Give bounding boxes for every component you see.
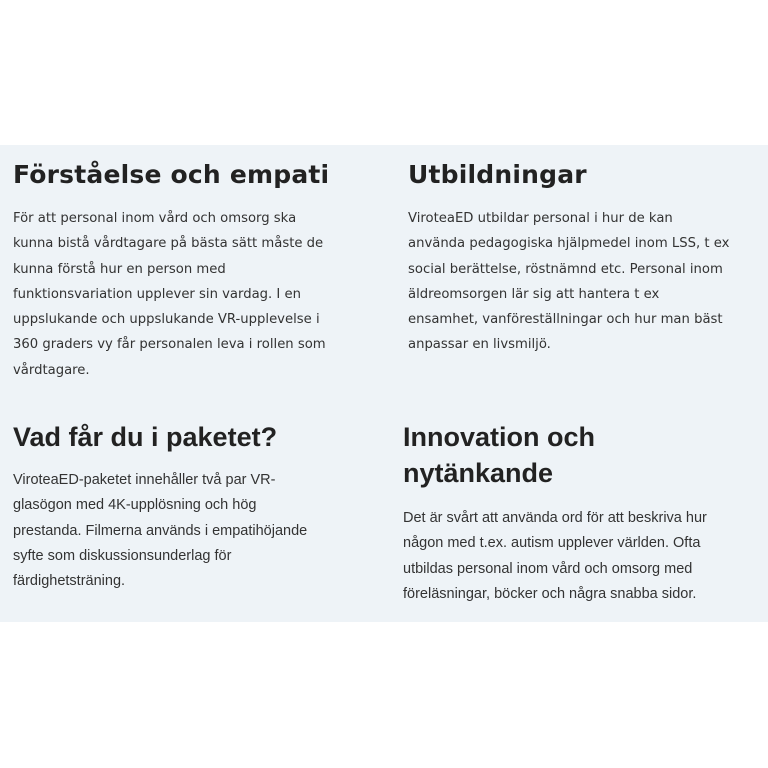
text-line: ensamhet, vanföreställningar och hur man bäst bbox=[408, 312, 723, 328]
section-text bbox=[13, 468, 307, 594]
section-title bbox=[403, 419, 707, 491]
text-line: föreläsningar, böcker och några snabba sidor. bbox=[403, 585, 697, 602]
section-forstaelse bbox=[13, 157, 329, 383]
text-line: syfte som diskussionsunderlag för bbox=[13, 547, 232, 564]
text-line: glasögon med 4K-upplösning och hög bbox=[13, 497, 257, 514]
text-line: använda pedagogiska hjälpmedel inom LSS, t ex bbox=[408, 236, 730, 252]
text-line: någon med t.ex. autism upplever världen. Ofta bbox=[403, 535, 701, 552]
text-line: funktionsvariation upplever sin vardag. I en bbox=[13, 286, 301, 302]
text-line: anpassar en livsmiljö. bbox=[408, 337, 551, 353]
text-line: kunna förstå hur en person med bbox=[13, 261, 226, 277]
text-line: uppslukande och uppslukande VR-upplevelse i bbox=[13, 312, 320, 328]
section-title: Förståelse och empati bbox=[13, 160, 330, 189]
text-line: Det är svårt att använda ord för att beskriva hur bbox=[403, 510, 707, 526]
section-text bbox=[408, 206, 729, 358]
section-title: Utbildningar bbox=[408, 160, 587, 189]
text-line: ViroteaED utbildar personal i hur de kan bbox=[408, 211, 673, 226]
text-line: äldreomsorgen lär sig att hantera t ex bbox=[408, 286, 660, 302]
section-title: Vad får du i paketet? bbox=[13, 422, 278, 452]
text-line: ViroteaED-paketet innehåller två par VR- bbox=[13, 472, 276, 488]
text-line: För att personal inom vård och omsorg ska bbox=[13, 211, 297, 226]
text-line: social berättelse, röstnämnd etc. Personal inom bbox=[408, 261, 723, 277]
text-line: vårdtagare. bbox=[13, 362, 90, 378]
text-line: prestanda. Filmerna används i empatihöjande bbox=[13, 522, 308, 539]
text-line: utbildas personal inom vård och omsorg med bbox=[403, 560, 693, 577]
section-text bbox=[403, 506, 707, 607]
section-text bbox=[13, 206, 329, 383]
text-line: kunna bistå vårdtagare på bästa sätt måste de bbox=[13, 236, 324, 252]
text-line: 360 graders vy får personalen leva i rollen som bbox=[13, 337, 326, 353]
text-line: färdighetsträning. bbox=[13, 573, 126, 590]
title-line: Innovation och bbox=[403, 422, 595, 452]
section-paketet bbox=[13, 419, 307, 594]
title-line: nytänkande bbox=[403, 458, 554, 488]
section-utbildningar bbox=[408, 157, 729, 358]
section-innovation bbox=[403, 419, 707, 607]
